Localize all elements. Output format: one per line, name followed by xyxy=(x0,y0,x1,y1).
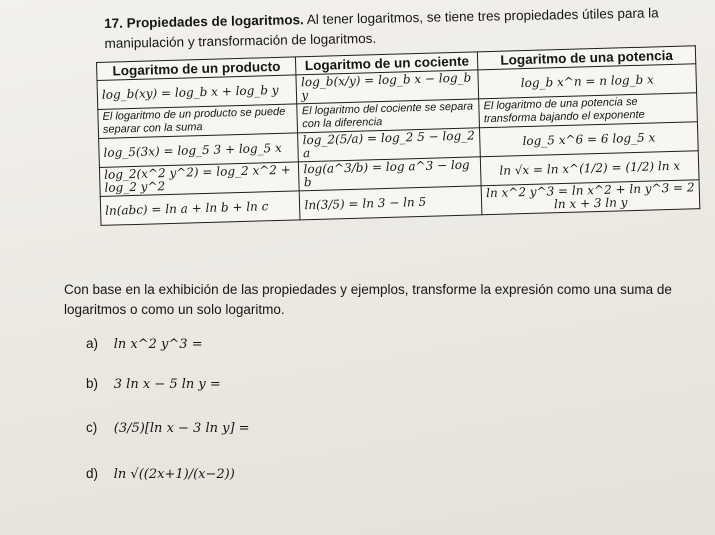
intro-paragraph xyxy=(104,2,705,54)
exercise-item-c xyxy=(86,420,250,436)
example3-quotient: ln(3/5) = ln 3 − ln 5 xyxy=(300,186,482,220)
example3-power: ln x^2 y^3 = ln x^2 + ln y^3 = 2 ln x + 3 ln y xyxy=(481,180,700,215)
exercise-label: a) xyxy=(86,336,99,351)
exercise-item-b xyxy=(86,376,221,392)
example1-power: log_5 x^6 = 6 log_5 x xyxy=(480,122,699,157)
example1-quotient: log_2(5/a) = log_2 5 − log_2 a xyxy=(298,128,480,162)
properties-table-wrapper xyxy=(96,45,702,226)
general-quotient: log_b(x/y) = log_b x − log_b y xyxy=(296,70,478,104)
exercise-label: c) xyxy=(86,420,98,435)
instructions-text: Con base en la exhibición de las propiedades y ejemplos, transforme la expresión como una suma de logaritmos o como un solo logaritmo. xyxy=(64,282,672,317)
exercise-item-d xyxy=(86,466,235,482)
general-power: log_b x^n = n log_b x xyxy=(478,64,697,99)
exercise-number: 17. xyxy=(104,15,124,31)
intro-lead: Propiedades de logaritmos. xyxy=(126,12,304,31)
exercise-label: d) xyxy=(86,466,99,481)
example2-quotient: log(a^3/b) = log a^3 − log b xyxy=(299,157,481,191)
general-product: log_b(xy) = log_b x + log_b y xyxy=(97,75,297,110)
exercise-expression: (3/5)[ln x − 3 ln y] = xyxy=(113,421,250,436)
exercise-expression: 3 ln x − 5 ln y = xyxy=(113,377,221,392)
exercise-label: b) xyxy=(86,376,99,391)
rule-quotient: El logaritmo del cociente se separa con la diferencia xyxy=(297,99,479,133)
example2-product: log_2(x^2 y^2) = log_2 x^2 + log_2 y^2 xyxy=(99,162,299,197)
intro-text: Al tener logaritmos, se tiene tres propiedades útiles para la manipulación y transformación de logaritmos. xyxy=(104,5,659,51)
example2-power: ln √x = ln x^(1/2) = (1/2) ln x xyxy=(480,151,699,186)
exercise-expression: ln √((2x+1)/(x−2)) xyxy=(113,467,235,482)
header-quotient: Logaritmo de un cociente xyxy=(296,52,478,75)
example3-product: ln(abc) = ln a + ln b + ln c xyxy=(100,191,300,226)
properties-table xyxy=(96,45,700,226)
header-product: Logaritmo de un producto xyxy=(97,57,297,81)
exercise-item-a xyxy=(86,336,203,352)
example1-product: log_5(3x) = log_5 3 + log_5 x xyxy=(99,133,299,168)
rule-power: El logaritmo de una potencia se transforma bajando el exponente xyxy=(479,93,698,128)
header-power: Logaritmo de una potencia xyxy=(478,46,696,70)
exercise-expression: ln x^2 y^3 = xyxy=(113,337,203,352)
rule-product: El logaritmo de un producto se puede separar con la suma xyxy=(98,104,298,139)
